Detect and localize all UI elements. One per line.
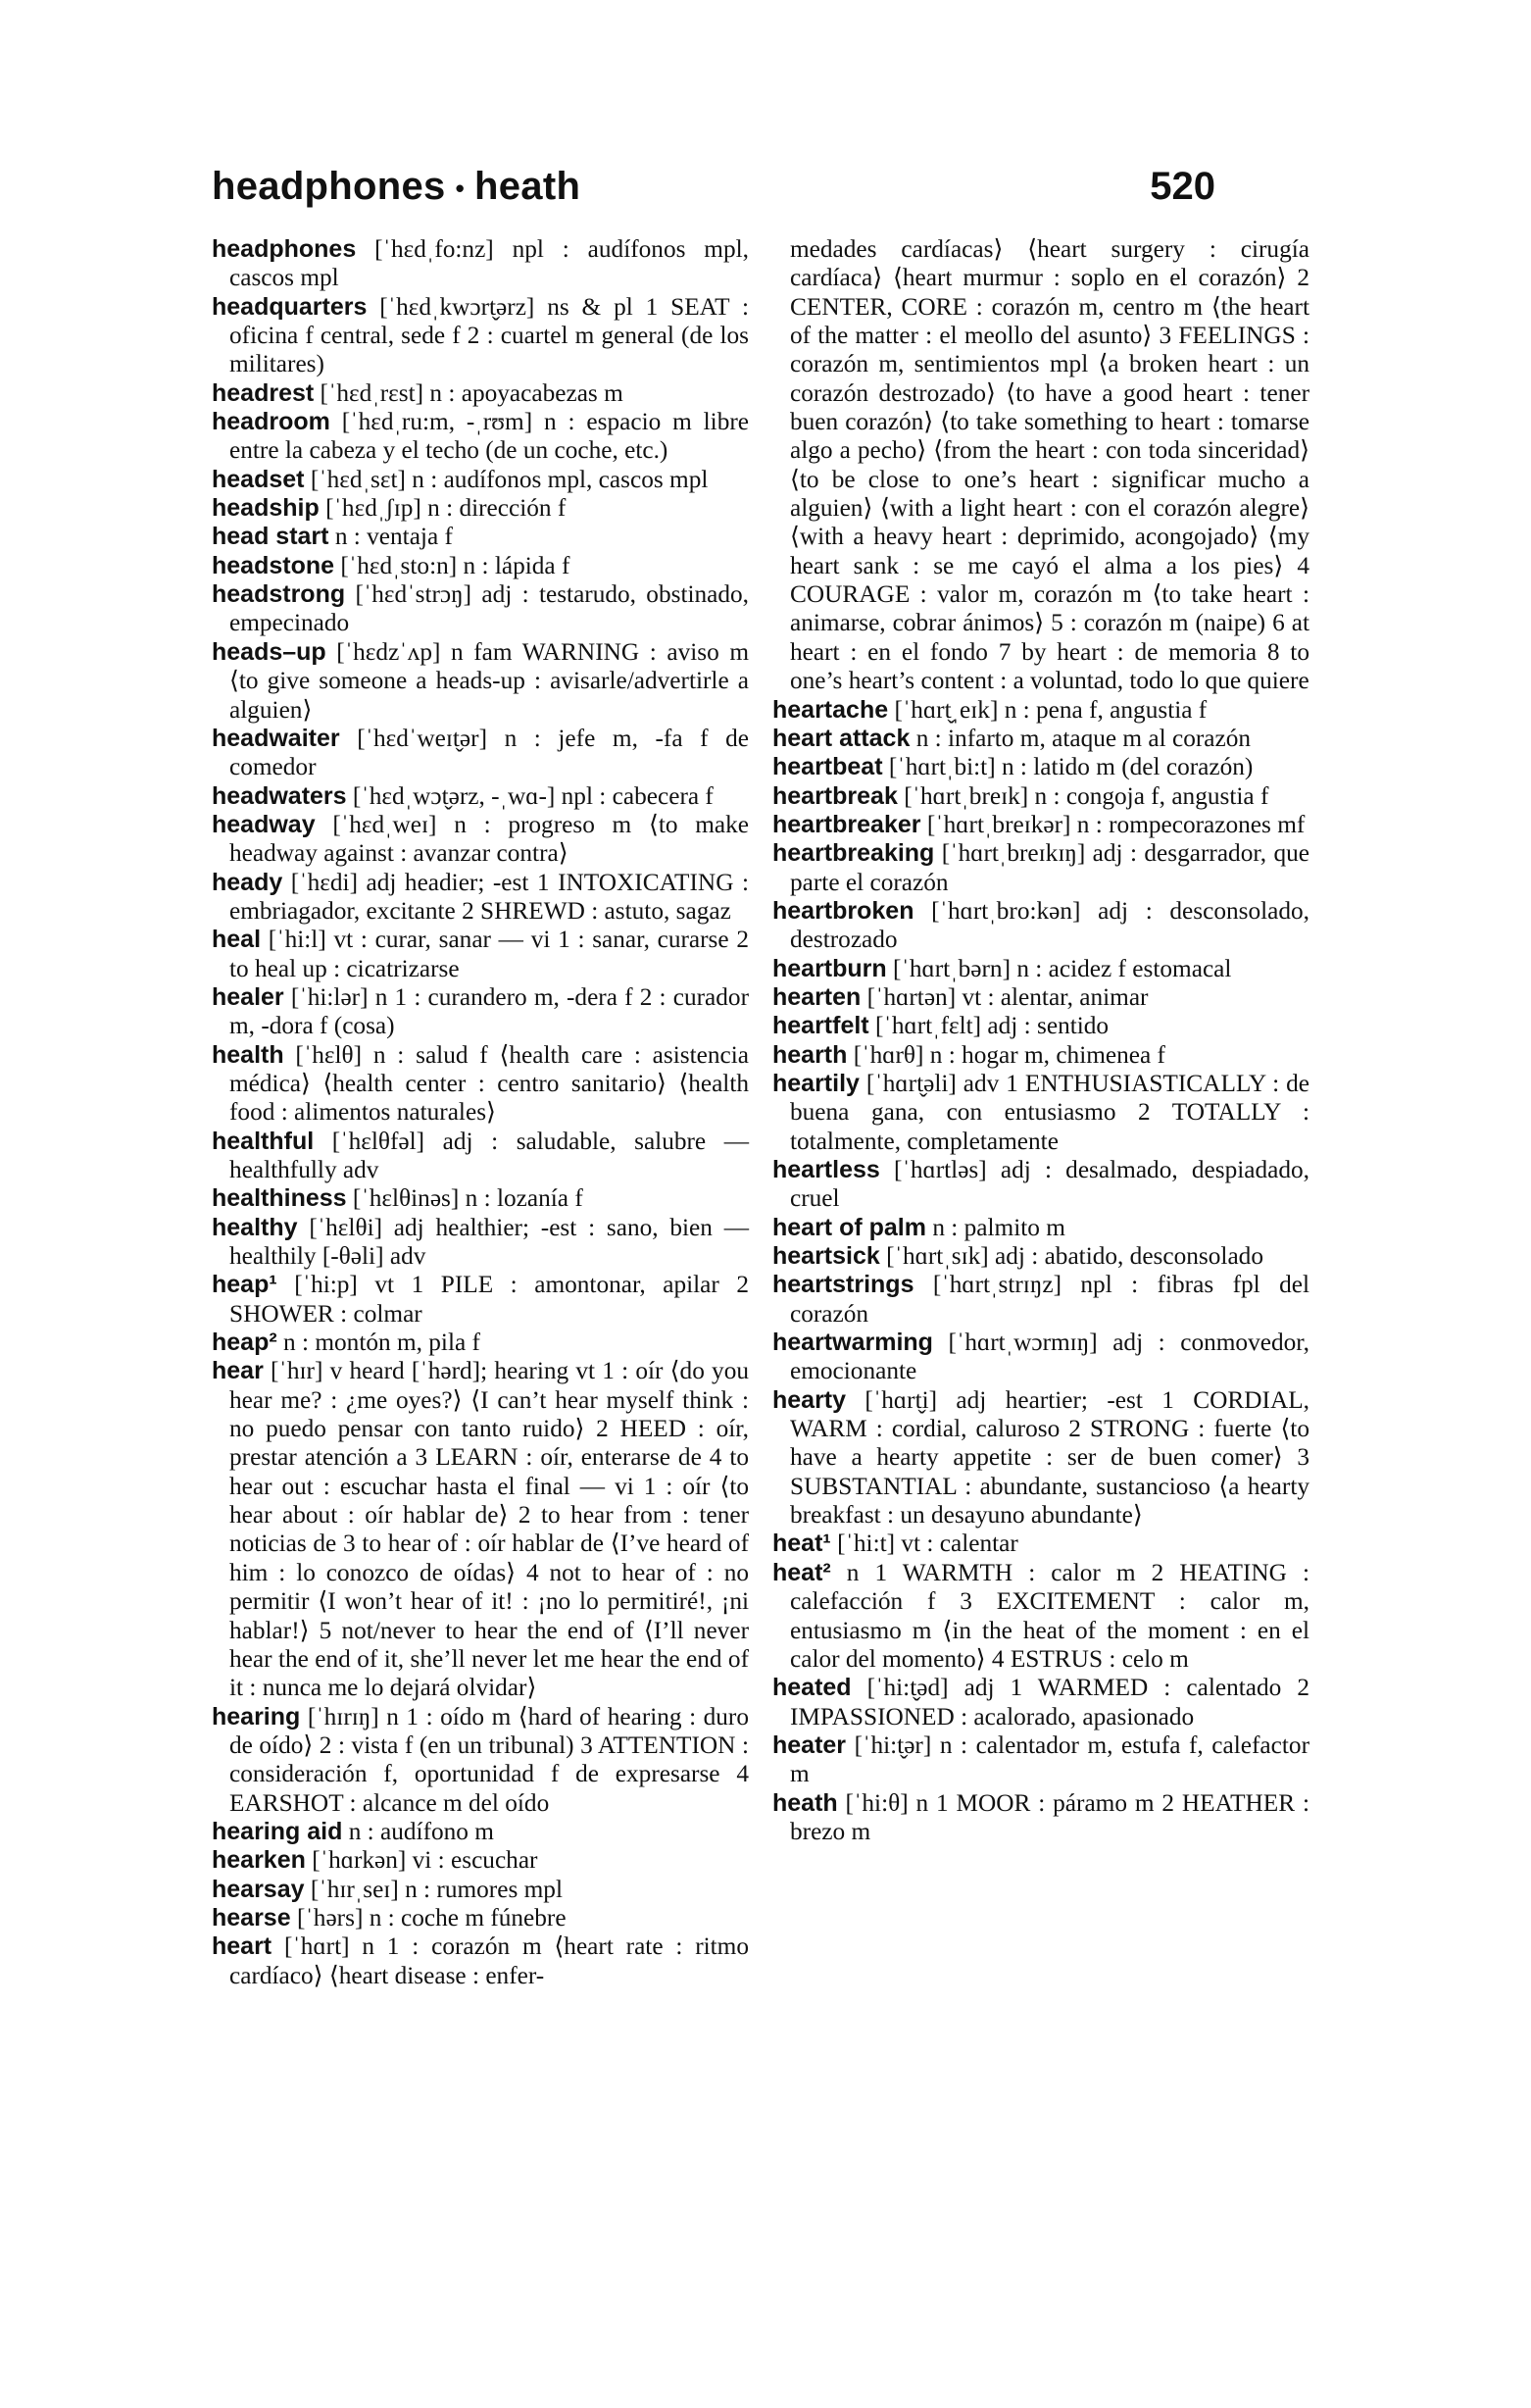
headword: heartwarming bbox=[772, 1329, 933, 1357]
dictionary-entry bbox=[772, 1329, 1309, 1386]
headword: headphones bbox=[212, 235, 357, 263]
headword: headway bbox=[212, 810, 316, 838]
headword: heartless bbox=[772, 1156, 880, 1183]
definition: [ˈhɑrtˌfɛlt] adj : sentido bbox=[874, 1012, 1110, 1040]
definition: [ˈhɑrt̬i] adj heartier; -est 1 CORDIAL, WARM : cordial, caluroso 2 STRONG : fuerte ⟨to have a hearty appetite : ser de buen comer⟩ 3 SUBSTANTIAL : abundante, sustancioso ⟨a hearty breakfast : un desayuno abundante⟩ bbox=[790, 1385, 1309, 1530]
dictionary-entry bbox=[212, 466, 749, 494]
definition: [ˈhɛdzˈʌp] n fam WARNING : aviso m ⟨to give someone a heads-up : avisarle/advertirle a alguien⟩ bbox=[229, 637, 750, 724]
dictionary-entry bbox=[212, 552, 749, 580]
dictionary-entry bbox=[772, 782, 1309, 811]
definition: [ˈhɛdˌʃɪp] n : dirección f bbox=[325, 494, 567, 523]
page-header bbox=[212, 165, 1215, 224]
headword: heartbreak bbox=[772, 781, 898, 810]
dictionary-entry bbox=[772, 1041, 1309, 1070]
definition: [ˈhɑrtˌbro:kən] adj : desconsolado, destrozado bbox=[790, 896, 1309, 954]
headword: heartfelt bbox=[772, 1012, 869, 1040]
definition: [ˈhɛdˌwɔt̬ərz, -ˌwɑ-] npl : cabecera f bbox=[352, 781, 714, 810]
headword: hearing aid bbox=[212, 1817, 343, 1845]
definition: [ˈhi:t] vt : calentar bbox=[837, 1530, 1018, 1558]
definition: [ˈhɑrtˌstrɪŋz] npl : fibras fpl del corazón bbox=[790, 1271, 1310, 1328]
definition: [ˈhərs] n : coche m fúnebre bbox=[296, 1903, 567, 1931]
headword: heat¹ bbox=[772, 1530, 831, 1558]
headword: headquarters bbox=[212, 292, 368, 321]
dictionary-entry bbox=[212, 1846, 749, 1875]
headword: health bbox=[212, 1040, 284, 1069]
definition: [ˈhɑrt] n 1 : corazón m ⟨heart rate : ritmo cardíaco⟩ ⟨heart disease : enfer- bbox=[229, 1932, 749, 1989]
dictionary-entry bbox=[772, 753, 1309, 781]
definition: [ˈhi:t̬ər] n : calentador m, estufa f, calefactor m bbox=[790, 1731, 1309, 1788]
dictionary-entry bbox=[212, 1128, 749, 1185]
headword: heartstrings bbox=[772, 1271, 914, 1299]
definition: [ˈhi:lər] n 1 : curandero m, -dera f 2 : curador m, -dora f (cosa) bbox=[229, 982, 750, 1040]
dictionary-entry bbox=[212, 1214, 749, 1272]
definition: [ˈhɛdi] adj headier; -est 1 INTOXICATING : embriagador, excitante 2 SHREWD : astuto, sagaz bbox=[229, 868, 749, 925]
dictionary-entry bbox=[772, 839, 1309, 897]
definition: [ˈhɛlθ] n : salud f ⟨health care : asistencia médica⟩ ⟨health center : centro sanitario⟩ ⟨health food : alimentos naturales⟩ bbox=[229, 1040, 749, 1127]
dictionary-entry bbox=[212, 523, 749, 551]
dictionary-entry bbox=[212, 926, 749, 983]
headword: hear bbox=[212, 1357, 264, 1385]
headword: headwaters bbox=[212, 781, 347, 810]
headword: hearten bbox=[772, 982, 862, 1011]
dictionary-entry bbox=[212, 638, 749, 725]
headword: heartache bbox=[772, 695, 889, 724]
entry-continuation bbox=[772, 235, 1309, 696]
definition: [ˈhɑrt̬əli] adv 1 ENTHUSIASTICALLY : de buena gana, con entusiasmo 2 TOTALLY : totalmente, completamente bbox=[790, 1069, 1309, 1155]
definition: [ˈhɪr] v heard [ˈhərd]; hearing vt 1 : oír ⟨do you hear me? : ¿me oyes?⟩ ⟨I can’t hear myself think : no puedo pensar con tanto ruido⟩ 2 HEED : oír, prestar atención a 3 LEARN : oír, enterarse de 4 to hear out : escuchar hasta el final — vi 1 : oír ⟨to hear about : oír hablar de⟩ 2 to hear from : tener noticias de 3 to hear of : oír hablar de ⟨I’ve heard of him : lo conozco de oídas⟩ 4 not to hear of : no permitir ⟨I won’t hear of it! : ¡no lo permitiré!, ¡ni hablar!⟩ 5 not/never to hear the end of ⟨I’ll never hear the end of it, she’ll never let me hear the end of it : nunca me lo dejará olvidar⟩ bbox=[229, 1357, 750, 1702]
dictionary-entry bbox=[212, 1932, 749, 1990]
dictionary-entry bbox=[772, 725, 1309, 753]
headword: heartily bbox=[772, 1069, 860, 1097]
definition: [ˈhɛdˌweɪ] n : progreso m ⟨to make headway against : avanzar contra⟩ bbox=[229, 810, 750, 868]
definition: [ˈhɛlθinəs] n : lozanía f bbox=[352, 1184, 583, 1213]
headword: heath bbox=[772, 1788, 838, 1817]
definition: n 1 WARMTH : calor m 2 HEATING : calefacción f 3 EXCITEMENT : calor m, entusiasmo m ⟨in the heat of the moment : en el calor del momento⟩ 4 ESTRUS : celo m bbox=[790, 1558, 1310, 1673]
headword: heartbroken bbox=[772, 896, 914, 925]
definition: medades cardíacas⟩ ⟨heart surgery : cirugía cardíaca⟩ ⟨heart murmur : soplo en el corazón⟩ 2 CENTER, CORE : corazón m, centro m ⟨the heart of the matter : el meollo del asunto⟩ 3 FEELINGS : corazón m, sentimientos mpl ⟨a broken heart : un corazón destrozado⟩ ⟨to have a good heart : tener buen corazón⟩ ⟨to take something to heart : tomarse algo a pecho⟩ ⟨from the heart : con toda sinceridad⟩ ⟨to be close to one’s heart : significar mucho a alguien⟩ ⟨with a light heart : con el corazón alegre⟩ ⟨with a heavy heart : deprimido, acongojado⟩ ⟨my heart sank : se me cayó el alma a los pies⟩ 4 COURAGE : valor m, corazón m ⟨to take heart : animarse, cobrar ánimos⟩ 5 : corazón m (naipe) 6 at heart : en el fondo 7 by heart : de memoria 8 to one’s heart’s content : a voluntad, todo lo que quiere bbox=[790, 235, 1309, 695]
dictionary-entry bbox=[212, 580, 749, 638]
definition: [ˈhɑrt̬ˌeɪk] n : pena f, angustia f bbox=[894, 695, 1208, 724]
headword: heartburn bbox=[772, 954, 887, 982]
dictionary-entry bbox=[772, 1386, 1309, 1530]
headword: healer bbox=[212, 982, 284, 1011]
dictionary-entry bbox=[212, 494, 749, 523]
right-column bbox=[772, 235, 1309, 1846]
dictionary-entry bbox=[212, 983, 749, 1041]
dictionary-entry bbox=[212, 293, 749, 379]
dictionary-entry bbox=[772, 1214, 1309, 1242]
left-column bbox=[212, 235, 749, 1990]
headword: hearty bbox=[772, 1385, 847, 1414]
headword: heart bbox=[212, 1932, 272, 1961]
headword: hearsay bbox=[212, 1875, 305, 1903]
definition: [ˈhɛdˈstrɔŋ] adj : testarudo, obstinado, empecinado bbox=[229, 580, 749, 637]
dictionary-entry bbox=[772, 897, 1309, 955]
dictionary-entry bbox=[212, 1041, 749, 1128]
definition: [ˈhi:θ] n 1 MOOR : páramo m 2 HEATHER : brezo m bbox=[790, 1788, 1309, 1845]
definition: [ˈhɛdˌsto:n] n : lápida f bbox=[340, 551, 570, 579]
dictionary-entry bbox=[772, 1012, 1309, 1040]
headword: heat² bbox=[772, 1558, 831, 1586]
definition: [ˈhɑrtˌwɔrmɪŋ] adj : conmovedor, emocionante bbox=[790, 1329, 1309, 1385]
headword: heartsick bbox=[772, 1242, 880, 1271]
definition: [ˈhi:l] vt : curar, sanar — vi 1 : sanar, curarse 2 to heal up : cicatrizarse bbox=[229, 926, 749, 982]
dictionary-entry bbox=[212, 869, 749, 927]
headword: heap² bbox=[212, 1329, 277, 1357]
dictionary-entry bbox=[772, 1559, 1309, 1674]
dictionary-entry bbox=[772, 696, 1309, 725]
dictionary-entry bbox=[212, 1329, 749, 1357]
last-guide-word: heath bbox=[474, 165, 581, 208]
headword: hearth bbox=[772, 1040, 848, 1069]
definition: [ˈhɛdˌsɛt] n : audífonos mpl, cascos mpl bbox=[310, 465, 709, 493]
headword: hearse bbox=[212, 1903, 291, 1931]
page-number: 520 bbox=[1150, 165, 1215, 208]
definition: n : montón m, pila f bbox=[283, 1329, 480, 1357]
definition: [ˈhi:p] vt 1 PILE : amontonar, apilar 2 SHOWER : colmar bbox=[229, 1271, 749, 1328]
dictionary-entry bbox=[212, 782, 749, 811]
dictionary-entry bbox=[212, 1357, 749, 1702]
dictionary-entry bbox=[212, 235, 749, 293]
definition: [ˈhɑrtˌsɪk] adj : abatido, desconsolado bbox=[886, 1242, 1263, 1271]
definition: [ˈhɑrtˌbreɪk] n : congoja f, angustia f bbox=[904, 781, 1269, 810]
dictionary-entry bbox=[212, 725, 749, 782]
dictionary-entry bbox=[772, 983, 1309, 1012]
dictionary-entry bbox=[772, 1070, 1309, 1156]
headword: healthful bbox=[212, 1127, 315, 1155]
headword: headship bbox=[212, 494, 320, 523]
dictionary-entry bbox=[212, 1876, 749, 1904]
definition: [ˈhɛlθfəl] adj : saludable, salubre — healthfully adv bbox=[229, 1127, 750, 1183]
headword: hearken bbox=[212, 1846, 306, 1875]
definition: [ˈhɛdˌrɛst] n : apoyacabezas m bbox=[320, 378, 623, 407]
definition: n : infarto m, ataque m al corazón bbox=[915, 724, 1252, 752]
headword: heated bbox=[772, 1674, 852, 1702]
guide-separator: • bbox=[455, 173, 465, 203]
definition: [ˈhɑrtˌbərn] n : acidez f estomacal bbox=[893, 954, 1232, 982]
definition: [ˈhɛdˌfo:nz] npl : audífonos mpl, cascos mpl bbox=[229, 235, 749, 292]
headword: headwaiter bbox=[212, 724, 340, 752]
definition: [ˈhɪrˌseɪ] n : rumores mpl bbox=[310, 1875, 563, 1903]
headword: headset bbox=[212, 465, 305, 493]
dictionary-entry bbox=[212, 1184, 749, 1213]
dictionary-entry bbox=[212, 811, 749, 869]
dictionary-entry bbox=[772, 1271, 1309, 1329]
dictionary-entry bbox=[772, 955, 1309, 983]
headword: headstrong bbox=[212, 580, 346, 609]
dictionary-entry bbox=[772, 1731, 1309, 1789]
dictionary-entry bbox=[212, 1818, 749, 1846]
headword: hearing bbox=[212, 1702, 301, 1731]
definition: [ˈhɑrtˌbreɪkər] n : rompecorazones mf bbox=[926, 810, 1306, 838]
headword: heads–up bbox=[212, 637, 326, 666]
headword: heart of palm bbox=[772, 1213, 926, 1241]
definition: [ˈhɑrtləs] adj : desalmado, despiadado, cruel bbox=[790, 1156, 1309, 1213]
dictionary-entry bbox=[212, 379, 749, 408]
dictionary-entry bbox=[772, 1242, 1309, 1271]
definition: [ˈhi:t̬əd] adj 1 WARMED : calentado 2 IMPASSIONED : acalorado, apasionado bbox=[790, 1674, 1309, 1731]
definition: [ˈhɑrtˌbi:t] n : latido m (del corazón) bbox=[888, 753, 1254, 781]
definition: [ˈhɪrɪŋ] n 1 : oído m ⟨hard of hearing : duro de oído⟩ 2 : vista f (en un tribunal) 3 ATTENTION : consideración f, oportunidad f de expresarse 4 EARSHOT : alcance m del oído bbox=[229, 1702, 749, 1817]
headword: heart attack bbox=[772, 724, 911, 752]
headword: heady bbox=[212, 868, 283, 896]
dictionary-entry bbox=[772, 811, 1309, 839]
headword: headstone bbox=[212, 551, 335, 579]
running-head bbox=[212, 165, 580, 209]
headword: heap¹ bbox=[212, 1271, 277, 1299]
definition: [ˈhɑrtˌbreɪkɪŋ] adj : desgarrador, que parte el corazón bbox=[790, 839, 1309, 896]
headword: headrest bbox=[212, 378, 315, 407]
definition: n : ventaja f bbox=[334, 523, 453, 551]
definition: [ˈhɑrtən] vt : alentar, animar bbox=[866, 982, 1149, 1011]
headword: heartbreaker bbox=[772, 810, 921, 838]
headword: heal bbox=[212, 926, 262, 954]
dictionary-entry bbox=[212, 1904, 749, 1932]
definition: [ˈhɛdˌkwɔrt̬ərz] ns & pl 1 SEAT : oficina f central, sede f 2 : cuartel m general (de los militares) bbox=[229, 292, 749, 378]
headword: headroom bbox=[212, 408, 330, 436]
headword: healthy bbox=[212, 1213, 298, 1241]
dictionary-entry bbox=[212, 1703, 749, 1818]
headword: heartbreaking bbox=[772, 839, 935, 868]
dictionary-entry bbox=[772, 1674, 1309, 1731]
definition: [ˈhɑrθ] n : hogar m, chimenea f bbox=[853, 1040, 1165, 1069]
dictionary-entry bbox=[772, 1156, 1309, 1214]
definition: n : palmito m bbox=[932, 1213, 1065, 1241]
definition: [ˈhɛdˈweɪt̬ər] n : jefe m, -fa f de comedor bbox=[229, 724, 749, 781]
dictionary-entry bbox=[212, 1271, 749, 1329]
definition: [ˈhɛdˌru:m, -ˌrʊm] n : espacio m libre entre la cabeza y el techo (de un coche, etc.) bbox=[229, 408, 750, 465]
definition: n : audífono m bbox=[348, 1817, 494, 1845]
definition: [ˈhɛlθi] adj healthier; -est : sano, bien — healthily [-θəli] adv bbox=[229, 1213, 749, 1271]
dictionary-entry bbox=[772, 1530, 1309, 1558]
headword: heater bbox=[772, 1731, 847, 1759]
headword: head start bbox=[212, 523, 329, 551]
definition: [ˈhɑrkən] vi : escuchar bbox=[312, 1846, 538, 1875]
headword: heartbeat bbox=[772, 753, 883, 781]
dictionary-entry bbox=[772, 1789, 1309, 1847]
first-guide-word: headphones bbox=[212, 165, 446, 208]
headword: healthiness bbox=[212, 1184, 347, 1213]
dictionary-entry bbox=[212, 408, 749, 466]
